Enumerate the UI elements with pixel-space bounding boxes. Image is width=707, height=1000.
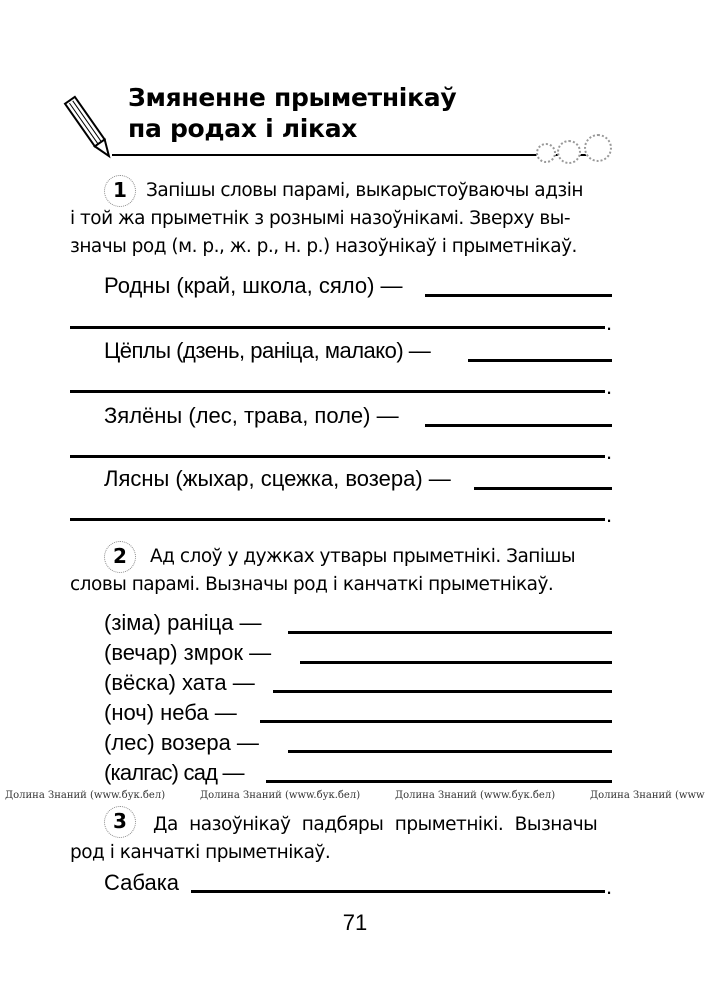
- answer-line[interactable]: [288, 750, 612, 753]
- watermark-text: Долина Знаний (www.бук.бел): [395, 790, 556, 801]
- header-divider: [112, 154, 540, 156]
- answer-line[interactable]: [260, 720, 612, 723]
- exercise1-item: Родны (край, школа, сяло) —: [104, 273, 403, 298]
- exercise2-item: (вечар) змрок —: [104, 640, 272, 665]
- decor-circle-medium: [557, 140, 581, 164]
- exercise-number-badge: 3: [104, 806, 136, 838]
- exercise1-item: Лясны (жыхар, сцежка, возера) —: [104, 466, 451, 491]
- decor-circle-large: [584, 134, 612, 162]
- exercise3-item: Сабака: [104, 870, 180, 895]
- answer-line[interactable]: [266, 780, 612, 783]
- line-end-period: .: [606, 874, 613, 899]
- exercise-number-badge: 1: [104, 175, 136, 207]
- answer-line[interactable]: [70, 455, 605, 458]
- exercise1-instruction: Запішы словы парамі, выкарыстоўваючы адзін: [146, 180, 583, 201]
- answer-line[interactable]: [425, 424, 612, 427]
- exercise1-instruction: значы род (м. р., ж. р., н. р.) назоўнікаў і прыметнікаў.: [70, 236, 577, 257]
- answer-line[interactable]: [70, 390, 605, 393]
- exercise2-instruction: Ад слоў у дужках утвары прыметнікі. Запішы: [150, 546, 576, 567]
- exercise-number-badge: 2: [104, 541, 136, 573]
- exercise2-item: (ноч) неба —: [104, 700, 237, 725]
- watermark-text: Долина Знаний (www.бук.бел): [200, 790, 361, 801]
- answer-line[interactable]: [273, 690, 612, 693]
- answer-line[interactable]: [425, 294, 612, 297]
- answer-line[interactable]: [468, 359, 612, 362]
- exercise2-item: (калгас) сад —: [104, 760, 244, 785]
- exercise3-instruction: Да назоўнікаў падбяры прыметнікі. Вызначы: [153, 814, 598, 835]
- watermark-text-partial: Долина Знаний (www: [590, 790, 705, 801]
- exercise2-item: (вёска) хата —: [104, 670, 255, 695]
- line-end-period: .: [606, 502, 613, 527]
- page-number: 71: [342, 910, 368, 935]
- exercise1-item: Зялёны (лес, трава, поле) —: [104, 403, 399, 428]
- answer-line[interactable]: [288, 631, 612, 634]
- exercise1-instruction: і той жа прыметнік з рознымі назоўнікамі. Зверху вы-: [70, 208, 571, 229]
- exercise2-item: (зіма) раніца —: [104, 610, 262, 635]
- exercise2-item: (лес) возера —: [104, 730, 259, 755]
- answer-line[interactable]: [474, 487, 612, 490]
- answer-line[interactable]: [300, 661, 612, 664]
- page-title-line1: Змяненне прыметнікаў: [128, 83, 457, 112]
- watermark-text: Долина Знаний (www.бук.бел): [5, 790, 166, 801]
- line-end-period: .: [606, 374, 613, 399]
- line-end-period: .: [606, 439, 613, 464]
- decor-circle-small: [536, 143, 556, 163]
- answer-line[interactable]: [70, 518, 605, 521]
- exercise1-item: Цёплы (дзень, раніца, малако) —: [104, 338, 431, 363]
- exercise3-instruction: род і канчаткі прыметнікаў.: [70, 842, 331, 863]
- exercise2-instruction: словы парамі. Вызначы род і канчаткі прыметнікаў.: [70, 574, 554, 595]
- answer-line[interactable]: [191, 890, 605, 893]
- line-end-period: .: [606, 310, 613, 335]
- page-title-line2: па родах і ліках: [128, 114, 358, 143]
- answer-line[interactable]: [70, 326, 605, 329]
- pencil-icon: [62, 92, 118, 166]
